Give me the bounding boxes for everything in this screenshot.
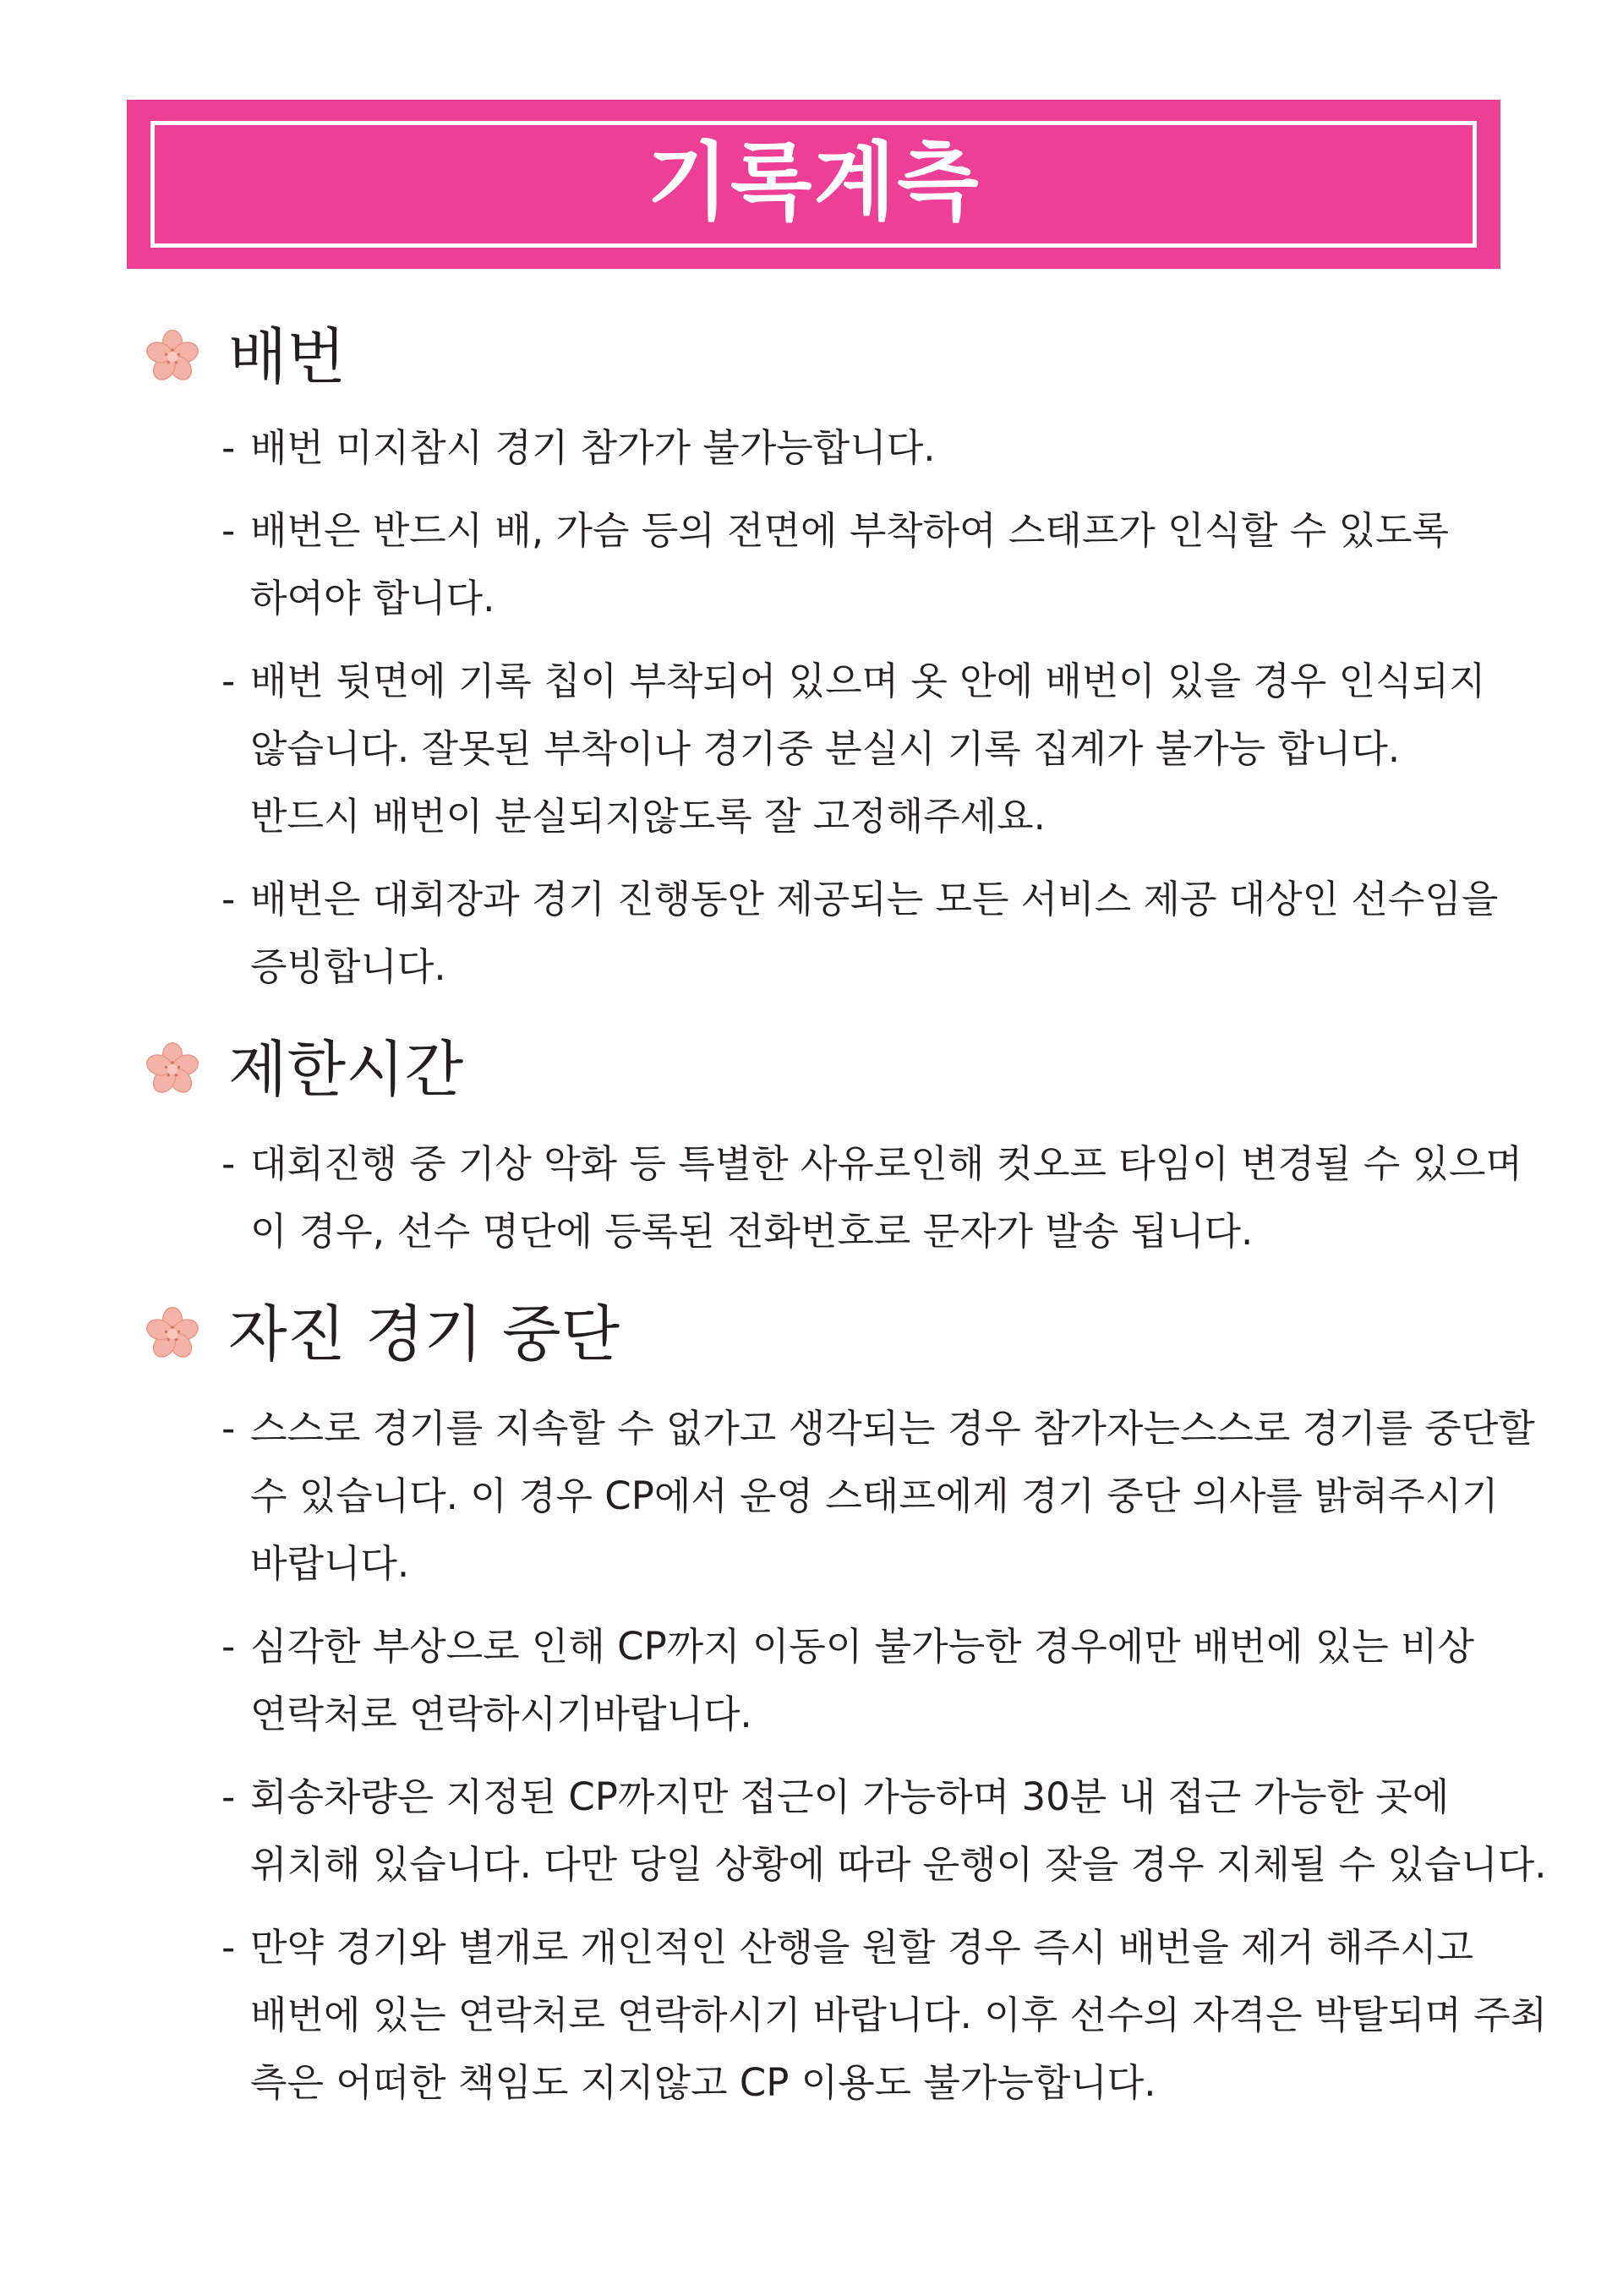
- section-header: [144, 1292, 1538, 1376]
- item-line: 대회진행 중 기상 악화 등 특별한 사유로인해 컷오프 타임이 변경될 수 있으며: [250, 1141, 1522, 1186]
- page-title: 기록계측: [647, 133, 981, 232]
- item-line: 배번 뒷면에 기록 칩이 부착되어 있으며 옷 안에 배번이 있을 경우 인식되지: [250, 659, 1486, 703]
- list-item: - 심각한 부상으로 인해 CP까지 이동이 불가능한 경우에만 배번에 있는 비상 연락처로 연락하시기바랍니다.: [221, 1613, 1538, 1748]
- list-item: - 회송차량은 지정된 CP까지만 접근이 가능하며 30분 내 접근 가능한 곳에 위치해 있습니다. 다만 당일 상황에 따라 운행이 잦을 경우 지체될 수 있습니다.: [221, 1763, 1538, 1899]
- section-list: [221, 1395, 1548, 2117]
- section-title: 배번: [228, 321, 347, 392]
- section-list: [221, 1130, 1538, 1266]
- item-line: 않습니다. 잘못된 부착이나 경기중 분실시 기록 집계가 불가능 합니다.: [250, 726, 1401, 771]
- section-title: 제한시간: [228, 1034, 464, 1105]
- list-item: - 대회진행 중 기상 악화 등 특별한 사유로인해 컷오프 타임이 변경될 수 있으며 이 경우, 선수 명단에 등록된 전화번호로 문자가 발송 됩니다.: [221, 1130, 1538, 1266]
- cherry-blossom-icon: [144, 328, 201, 385]
- section-time-limit: [144, 1027, 1538, 1281]
- item-line: 측은 어떠한 책임도 지지않고 CP 이용도 불가능합니다.: [250, 2060, 1156, 2105]
- item-line: 증빙합니다.: [250, 944, 446, 989]
- section-title: 자진 경기 중단: [228, 1298, 620, 1369]
- item-line: 배번 미지참시 경기 참가가 불가능합니다.: [250, 425, 936, 470]
- cherry-blossom-icon: [144, 1305, 201, 1363]
- section-voluntary-withdrawal: [144, 1292, 1548, 2132]
- title-banner: [127, 100, 1500, 269]
- item-line: 스스로 경기를 지속할 수 없가고 생각되는 경우 참가자는스스로 경기를 중단할: [250, 1406, 1535, 1451]
- list-item: - 배번은 대회장과 경기 진행동안 제공되는 모든 서비스 제공 대상인 선수임을 증빙합니다.: [221, 866, 1538, 1001]
- section-header: [144, 314, 1538, 399]
- item-line: 배번은 대회장과 경기 진행동안 제공되는 모든 서비스 제공 대상인 선수임을: [250, 877, 1499, 921]
- item-line: 만약 경기와 별개로 개인적인 산행을 원할 경우 즉시 배번을 제거 해주시고: [250, 1925, 1474, 1970]
- item-line: 수 있습니다. 이 경우 CP에서 운영 스태프에게 경기 중단 의사를 밝혀주시기: [250, 1473, 1499, 1518]
- item-line: 하여야 합니다.: [250, 576, 495, 620]
- section-bib: [144, 314, 1538, 1016]
- list-item: - 배번은 반드시 배, 가슴 등의 전면에 부착하여 스태프가 인식할 수 있도록 하여야 합니다.: [221, 497, 1538, 632]
- item-line: 심각한 부상으로 인해 CP까지 이동이 불가능한 경우에만 배번에 있는 비상: [250, 1624, 1474, 1669]
- title-banner-frame: [150, 121, 1477, 248]
- list-item: - 스스로 경기를 지속할 수 없가고 생각되는 경우 참가자는스스로 경기를 중단할 수 있습니다. 이 경우 CP에서 운영 스태프에게 경기 중단 의사를 밝혀주시기 바랍니다.: [221, 1395, 1538, 1598]
- item-line: 바랍니다.: [250, 1541, 410, 1586]
- item-line: 연락처로 연락하시기바랍니다.: [250, 1692, 752, 1736]
- item-line: 위치해 있습니다. 다만 당일 상황에 따라 운행이 잦을 경우 지체될 수 있습니다.: [250, 1842, 1547, 1887]
- list-item: - 배번 미지참시 경기 참가가 불가능합니다.: [221, 414, 1538, 482]
- cherry-blossom-icon: [144, 1041, 201, 1098]
- item-line: 회송차량은 지정된 CP까지만 접근이 가능하며 30분 내 접근 가능한 곳에: [250, 1774, 1450, 1819]
- item-line: 반드시 배번이 분실되지않도록 잘 고정해주세요.: [250, 794, 1046, 839]
- item-line: 배번은 반드시 배, 가슴 등의 전면에 부착하여 스태프가 인식할 수 있도록: [250, 508, 1449, 553]
- item-line: 이 경우, 선수 명단에 등록된 전화번호로 문자가 발송 됩니다.: [250, 1209, 1254, 1254]
- section-list: [221, 414, 1538, 1001]
- list-item: - 만약 경기와 별개로 개인적인 산행을 원할 경우 즉시 배번을 제거 해주시고 배번에 있는 연락처로 연락하시기 바랍니다. 이후 선수의 자격은 박탈되며 주최 측은 어떠한 책임도 지지않고 CP 이용도 불가능합니다.: [221, 1914, 1538, 2117]
- list-item: - 배번 뒷면에 기록 칩이 부착되어 있으며 옷 안에 배번이 있을 경우 인식되지 않습니다. 잘못된 부착이나 경기중 분실시 기록 집계가 불가능 합니다. 반드시 배번이 분실되지않도록 잘 고정해주세요.: [221, 648, 1538, 850]
- section-header: [144, 1027, 1538, 1112]
- item-line: 배번에 있는 연락처로 연락하시기 바랍니다. 이후 선수의 자격은 박탈되며 주최: [250, 1993, 1548, 2037]
